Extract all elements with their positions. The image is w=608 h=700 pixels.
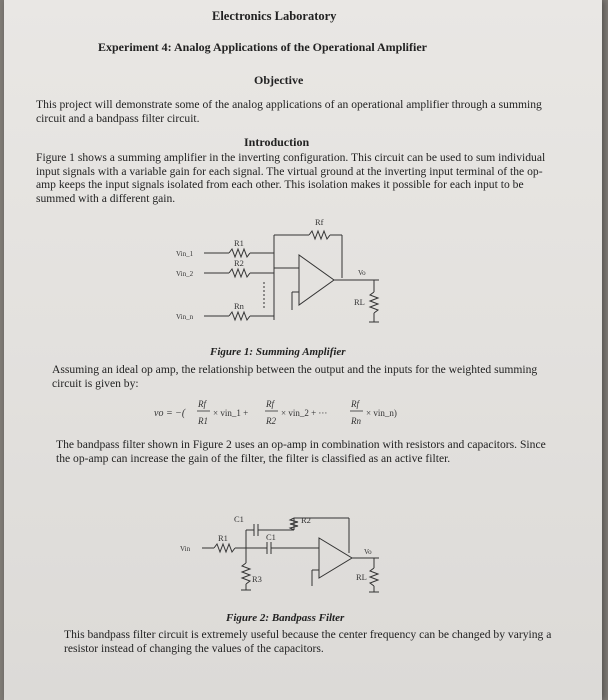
label-rl: RL	[356, 572, 367, 582]
r1-resistor	[214, 544, 235, 552]
figure2-bandpass-schematic	[174, 508, 414, 603]
r2-resistor	[229, 269, 250, 277]
label-r2: R2	[234, 258, 244, 268]
eq-rf2: Rf	[266, 399, 274, 409]
label-vinn: Vin_n	[176, 313, 194, 321]
r3-resistor	[242, 563, 250, 584]
eq-term1: × vin_1 +	[213, 408, 249, 418]
figure1-caption: Figure 1: Summing Amplifier	[210, 346, 346, 358]
rl-resistor	[370, 292, 378, 313]
label-vo: Vo	[364, 548, 372, 556]
lab-title: Electronics Laboratory	[212, 9, 337, 23]
objective-text: This project will demonstrate some of the analog applications of an operational amplifier through a summing circuit and a bandpass filter circuit.	[36, 98, 542, 125]
label-rl: RL	[354, 297, 365, 307]
label-c1: C1	[266, 532, 276, 542]
eq-r1: R1	[198, 416, 208, 426]
label-r3: R3	[252, 574, 262, 584]
eq-lhs: vo = −(	[154, 408, 186, 419]
objective-heading: Objective	[254, 73, 304, 87]
r1-resistor	[229, 249, 250, 257]
introduction-paragraph: Figure 1 shows a summing amplifier in the inverting configuration. This circuit can be used to sum individual input signals with a variable gain for each signal. The virtual ground at the inverting input terminal of the op-amp keeps the input signals isolated from each other. This isolation makes it possible for each input to be summed with a different gain.	[36, 151, 546, 205]
op-amp-symbol	[299, 255, 334, 305]
label-vin1: Vin_1	[176, 250, 194, 258]
label-vin2: Vin_2	[176, 270, 194, 278]
label-r2: R2	[301, 515, 311, 525]
label-vin: Vin	[180, 545, 191, 553]
label-r1: R1	[234, 238, 244, 248]
introduction-heading: Introduction	[244, 135, 310, 149]
summing-equation	[154, 394, 454, 432]
rf-resistor	[309, 231, 330, 239]
label-vo: Vo	[358, 269, 366, 277]
rl-resistor	[370, 568, 378, 586]
eq-rf1: Rf	[198, 399, 206, 409]
eq-term2: × vin_2 + ···	[281, 408, 328, 418]
figure1-summing-amplifier-schematic	[174, 210, 414, 330]
experiment-title: Experiment 4: Analog Applications of the Operational Amplifier	[98, 40, 427, 54]
eq-rn: Rn	[351, 416, 361, 426]
label-rf: Rf	[315, 217, 324, 227]
eq-rf3: Rf	[351, 399, 359, 409]
figure2-caption: Figure 2: Bandpass Filter	[226, 612, 345, 624]
eq-r2: R2	[266, 416, 276, 426]
label-r1: R1	[218, 533, 228, 543]
equation-intro: Assuming an ideal op amp, the relationship between the output and the inputs for the weighted summing circuit is given by:	[52, 363, 538, 390]
label-rn: Rn	[234, 301, 244, 311]
bandpass-paragraph: The bandpass filter shown in Figure 2 uses an op-amp in combination with resistors and capacitors. Since the op-amp can increase the gain of the filter, the filter is classified as an active filter.	[56, 438, 546, 465]
op-amp-symbol	[319, 538, 352, 578]
rn-resistor	[229, 312, 250, 320]
label-c1-top: C1	[234, 514, 244, 524]
eq-term3: × vin_n)	[366, 408, 397, 418]
closing-paragraph: This bandpass filter circuit is extremely useful because the center frequency can be changed by varying a resistor instead of changing the values of the capacitors.	[64, 628, 552, 655]
document-page	[4, 0, 602, 700]
